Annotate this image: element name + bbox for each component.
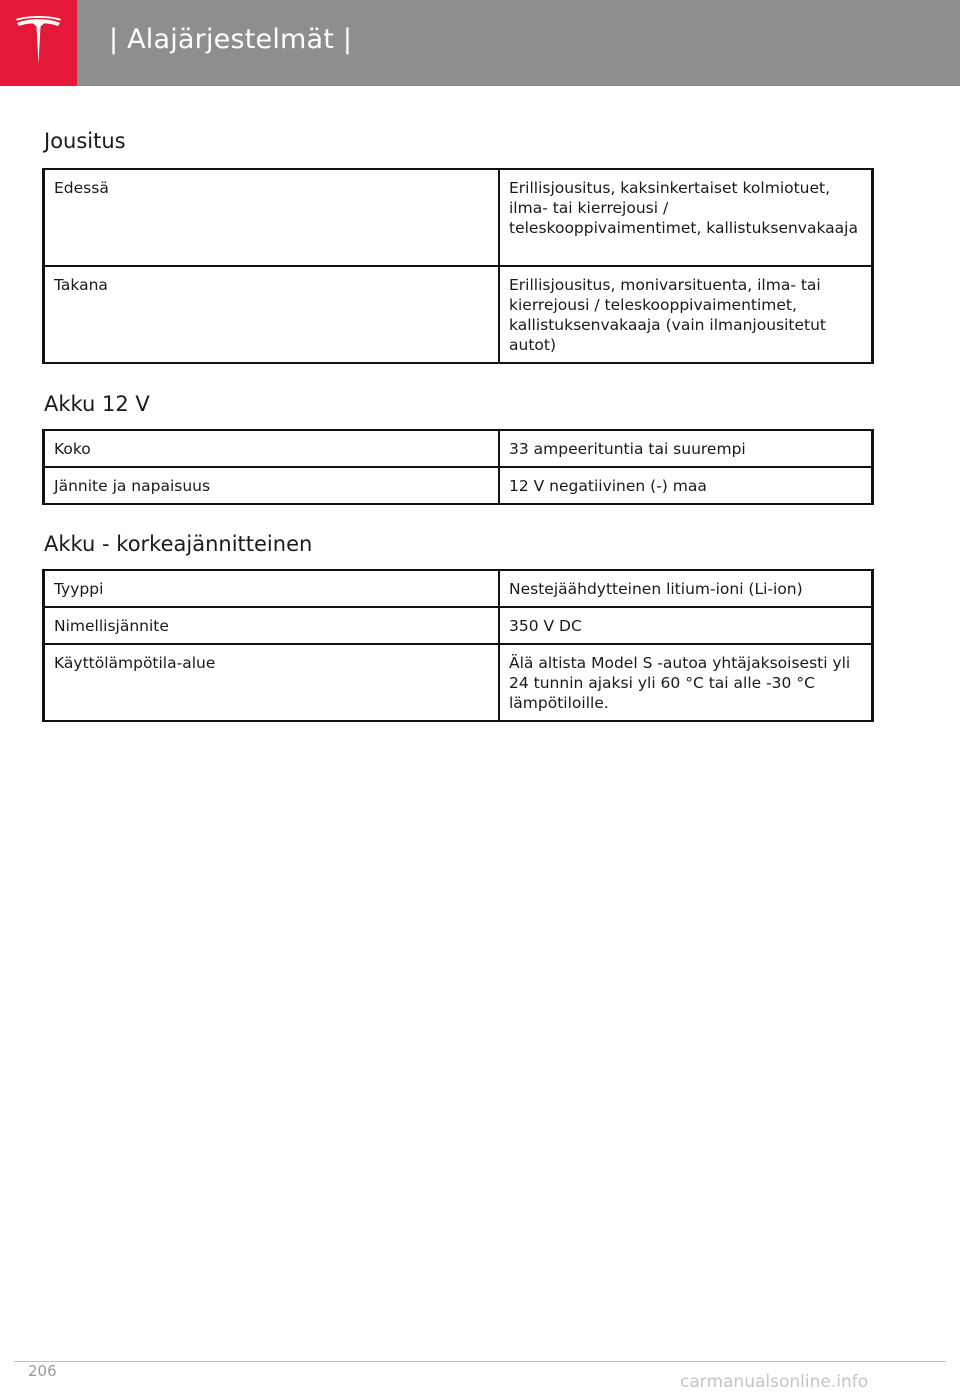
page-number: 206 <box>28 1362 57 1380</box>
table-row <box>44 607 873 644</box>
table-row <box>44 644 873 721</box>
spec-value: 12 V negatiivinen (-) maa <box>509 477 707 495</box>
table-row <box>44 266 873 363</box>
spec-table-akku-korkeajannitteinen <box>42 569 874 722</box>
spec-value: Älä altista Model S -autoa yhtäjaksoisesti yli 24 tunnin ajaksi yli 60 °C tai alle -30 °C lämpötiloille. <box>509 654 851 712</box>
table-row <box>44 467 873 504</box>
section-title-akku-12v: Akku 12 V <box>44 392 150 416</box>
spec-value: 33 ampeerituntia tai suurempi <box>499 430 873 467</box>
table-row <box>44 169 873 266</box>
watermark: carmanualsonline.info <box>680 1372 869 1392</box>
spec-table-jousitus <box>42 168 874 364</box>
table-row <box>44 430 873 467</box>
footer-divider <box>14 1361 946 1362</box>
spec-label: Edessä <box>44 169 500 266</box>
spec-value: 350 V DC <box>499 607 873 644</box>
spec-value: Nestejäähdytteinen litium-ioni (Li-ion) <box>499 570 873 607</box>
section-title-jousitus: Jousitus <box>44 129 126 153</box>
spec-label: Tyyppi <box>44 570 500 607</box>
table-row <box>44 570 873 607</box>
spec-label: Koko <box>44 430 500 467</box>
section-title-akku-korkeajannitteinen: Akku - korkeajännitteinen <box>44 532 313 556</box>
header-bar <box>0 0 960 86</box>
spec-table-akku-12v <box>42 429 874 505</box>
spec-value: Erillisjousitus, kaksinkertaiset kolmiotuet, ilma- tai kierrejousi / teleskooppivaimentimet, kallistuksenvakaaja <box>499 169 873 266</box>
spec-label: Jännite ja napaisuus <box>44 467 500 504</box>
spec-label: Nimellisjännite <box>44 607 500 644</box>
spec-label: Käyttölämpötila-alue <box>44 644 500 721</box>
spec-value: Erillisjousitus, monivarsituenta, ilma- tai kierrejousi / teleskooppivaimentimet, kallistuksenvakaaja (vain ilmanjousitetut autot) <box>509 276 827 354</box>
spec-label: Takana <box>44 266 500 363</box>
chapter-title: | Alajärjestelmät | <box>109 24 353 55</box>
brand-logo-box <box>0 0 77 86</box>
tesla-logo-icon <box>14 16 63 68</box>
